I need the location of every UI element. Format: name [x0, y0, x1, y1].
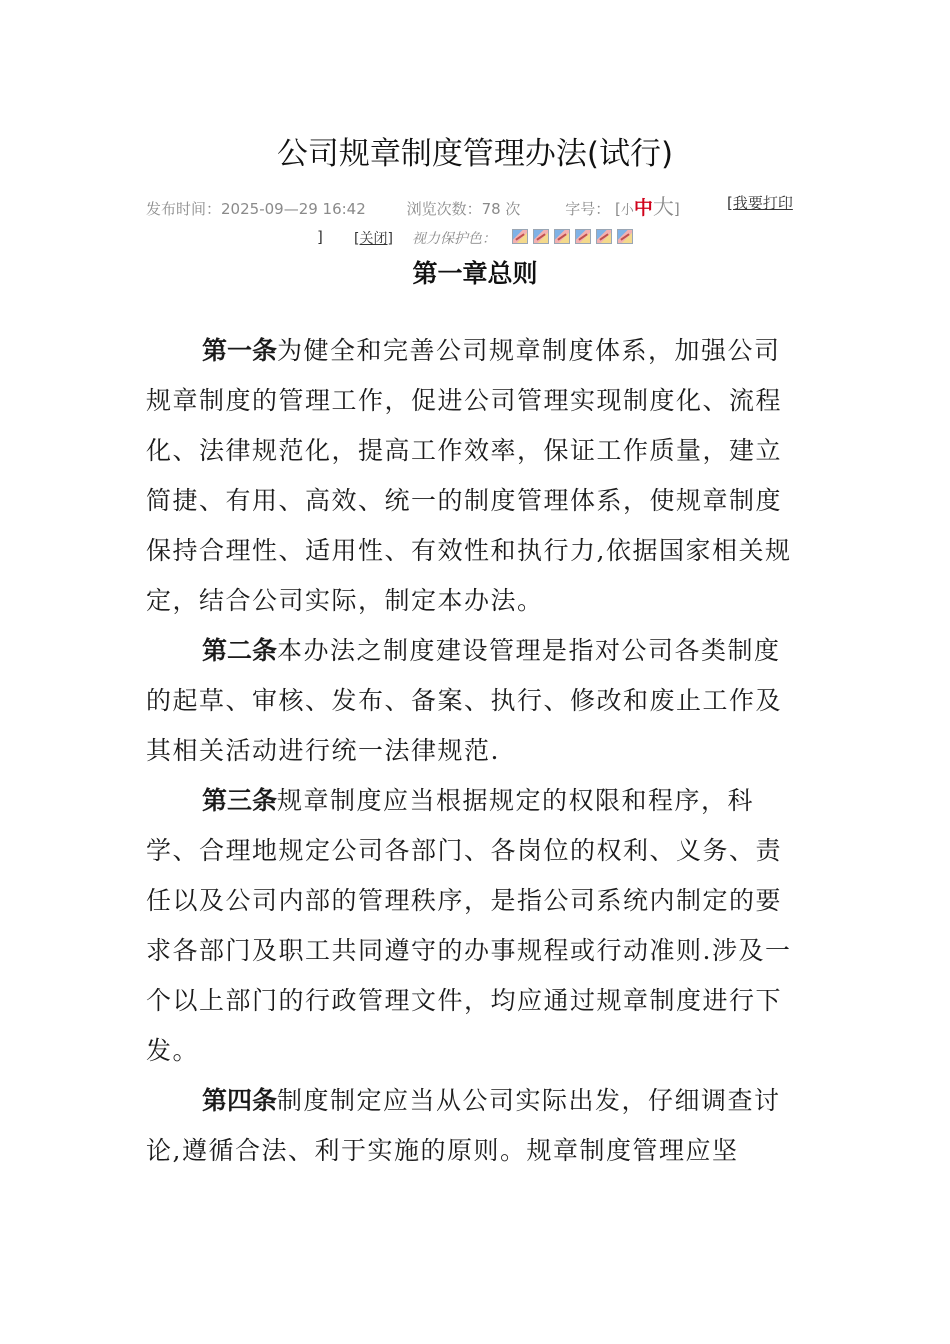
article-paragraph [146, 1076, 806, 1176]
meta-bar [146, 191, 816, 221]
color-swatch-icon[interactable] [512, 229, 528, 244]
article-lead: 第二条 [202, 636, 278, 665]
article-text: 为健全和完善公司规章制度体系，加强公司规章制度的管理工作，促进公司管理实现制度化、流程化、法律规范化，提高工作效率，保证工作质量，建立简捷、有用、高效、统一的制度管理体系，使规章制度保持合理性、适用性、有效性和执行力,依据国家相关规定，结合公司实际，制定本办法。 [146, 336, 792, 615]
font-size-small-button[interactable]: 小 [620, 203, 634, 218]
document-body [146, 326, 806, 1176]
article-lead: 第一条 [202, 336, 278, 365]
font-size-close-bracket: ] [673, 200, 680, 218]
article-lead: 第三条 [202, 786, 278, 815]
color-swatch-icon[interactable] [554, 229, 570, 244]
publish-time-label: 发布时间： [146, 200, 222, 218]
font-size-medium-button[interactable]: 中 [633, 197, 653, 219]
print-link-tail[interactable]: ] [317, 228, 323, 246]
font-size-large-button[interactable]: 大 [652, 195, 674, 219]
article-text: 本办法之制度建设管理是指对公司各类制度的起草、审核、发布、备案、执行、修改和废止工作及其相关活动进行统一法律规范. [146, 636, 783, 765]
article-lead: 第四条 [202, 1086, 278, 1115]
document-title: 公司规章制度管理办法(试行) [276, 136, 674, 172]
color-swatch-icon[interactable] [533, 229, 549, 244]
article-text: 制度制定应当从公司实际出发，仔细调查讨论,遵循合法、利于实施的原则。规章制度管理应坚 [146, 1086, 781, 1165]
article-paragraph [146, 776, 806, 1076]
article-paragraph [146, 626, 806, 776]
eye-protect-swatches [512, 229, 633, 244]
color-swatch-icon[interactable] [596, 229, 612, 244]
print-link[interactable]: [我要打印 [727, 194, 793, 212]
close-link[interactable]: [关闭] [354, 231, 393, 247]
views-label: 浏览次数： [406, 200, 482, 218]
article-paragraph [146, 326, 806, 626]
chapter-heading: 第一章总则 [412, 259, 538, 288]
font-size-label: 字号： [565, 200, 611, 218]
views-value: 78 次 [481, 200, 521, 218]
publish-time-value: 2025-09—29 16:42 [221, 200, 366, 218]
article-text: 规章制度应当根据规定的权限和程序，科学、合理地规定公司各部门、各岗位的权利、义务、责任以及公司内部的管理秩序，是指公司系统内制定的要求各部门及职工共同遵守的办事规程或行动准则.涉及一个以上部门的行政管理文件，均应通过规章制度进行下发。 [146, 786, 792, 1065]
eye-protect-label: 视力保护色： [412, 231, 496, 247]
font-size-open-bracket: [ [615, 200, 621, 218]
color-swatch-icon[interactable] [617, 229, 633, 244]
color-swatch-icon[interactable] [575, 229, 591, 244]
